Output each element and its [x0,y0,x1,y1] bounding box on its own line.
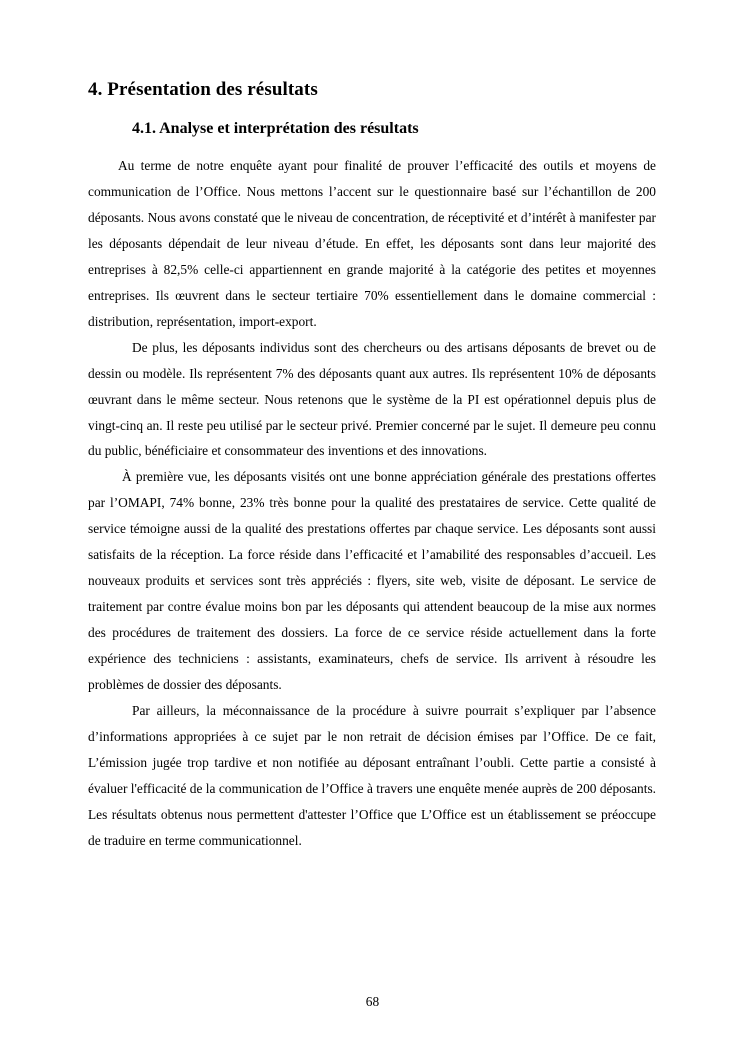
section-title: 4. Présentation des résultats [88,79,318,100]
paragraph: À première vue, les déposants visités ont une bonne appréciation générale des prestations offertes par l’OMAPI, 74% bonne, 23% très bonne pour la qualité des prestataires de service. Cette qualité de service témoigne aussi de la qualité des prestations offertes par chaque service. Les déposants sont aussi satisfaits de la réception. La force réside dans l’efficacité et l’amabilité des responsables d’accueil. Les nouveaux produits et services sont très appréciés : flyers, site web, visite de déposant. Le service de traitement par contre évalue moins bon par les déposants qui attendent beaucoup de la mise aux normes des procédures de traitement des dossiers. La force de ce service réside actuellement dans la forte expérience des techniciens : assistants, examinateurs, chefs de service. Ils arrivent à résoudre les problèmes de dossier des déposants. [88,469,656,693]
body-text [88,153,656,854]
subsection-title: 4.1. Analyse et interprétation des résultats [132,120,419,137]
paragraph: Au terme de notre enquête ayant pour finalité de prouver l’efficacité des outils et moyens de communication de l’Office. Nous mettons l’accent sur le questionnaire basé sur l’échantillon de 200 déposants. Nous avons constaté que le niveau de concentration, de réceptivité et d’intérêt à manifester par les déposants dépendait de leur niveau d’étude. En effet, les déposants sont dans leur majorité des entreprises à 82,5% celle-ci appartiennent en grande majorité à la catégorie des petites et moyennes entreprises. Ils œuvrent dans le secteur tertiaire 70% essentiellement dans le domaine commercial : distribution, représentation, import-export. [88,158,656,329]
page-number: 68 [365,994,380,1009]
paragraph: Par ailleurs, la méconnaissance de la procédure à suivre pourrait s’expliquer par l’absence d’informations appropriées à ce sujet par le non retrait de décision émises par l’Office. De ce fait, L’émission jugée trop tardive et non notifiée au déposant entraînant l’oubli. Cette partie a consisté à évaluer l'efficacité de la communication de l’Office à travers une enquête menée auprès de 200 déposants. Les résultats obtenus nous permettent d'attester l’Office que L’Office est un établissement se préoccupe de traduire en terme communicationnel. [88,703,656,848]
page-content [88,78,656,854]
paragraph: De plus, les déposants individus sont des chercheurs ou des artisans déposants de brevet ou de dessin ou modèle. Ils représentent 7% des déposants quant aux autres. Ils représentent 10% de déposants œuvrant dans le même secteur. Nous retenons que le système de la PI est opérationnel depuis plus de vingt-cinq an. Il reste peu utilisé par le secteur privé. Premier concerné par le sujet. Il demeure peu connu du public, bénéficiaire et consommateur des inventions et des innovations. [88,339,656,459]
